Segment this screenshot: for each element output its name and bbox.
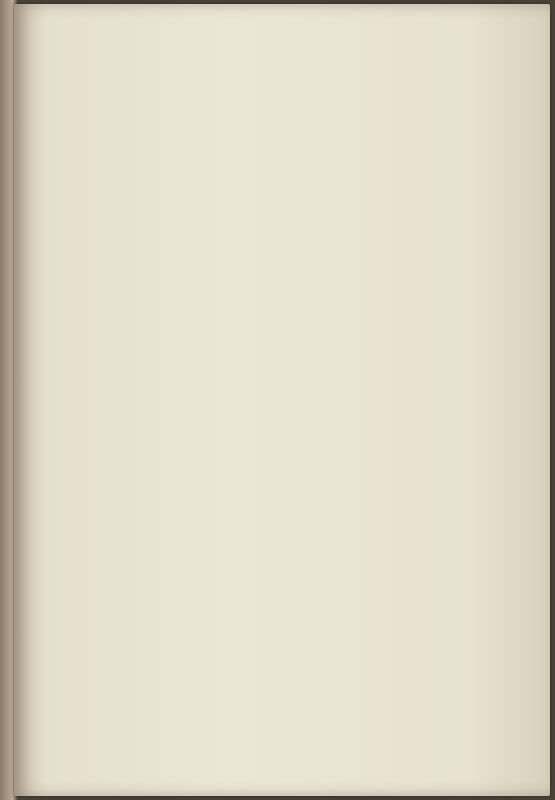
book-page	[14, 4, 550, 796]
